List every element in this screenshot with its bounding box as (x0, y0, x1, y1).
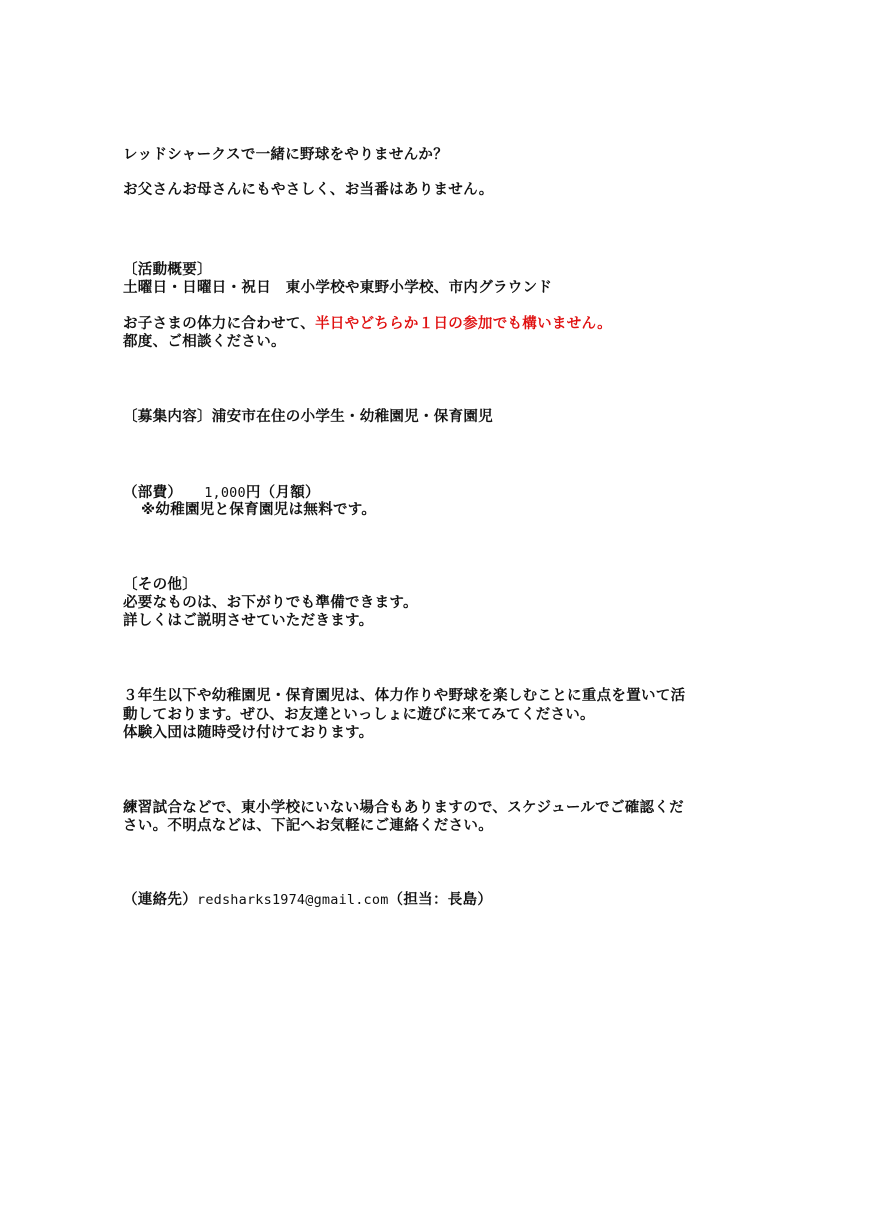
activity-note (123, 314, 612, 334)
contact-email[interactable]: redsharks1974@gmail.com (197, 892, 389, 908)
other-heading: 〔その他〕 (123, 577, 197, 593)
intro-line-2: お父さんお母さんにもやさしく、お当番はありません。 (123, 182, 494, 198)
fee-unit: 円（月額） (245, 485, 320, 501)
contact-person: （担当：長島） (388, 892, 493, 908)
practice-line-2: さい。不明点などは、下記へお気軽にご連絡ください。 (123, 818, 493, 834)
activity-schedule: 土曜日・日曜日・祝日 東小学校や東野小学校、市内グラウンド (123, 280, 553, 296)
younger-line-2: 動しております。ぜひ、お友達といっしょに遊びに来てみてください。 (123, 707, 595, 723)
fee-label: （部費） (123, 485, 183, 501)
fee-note: ※幼稚園児と保育園児は無料です。 (141, 502, 377, 518)
recruit-text: 〔募集内容〕浦安市在住の小学生・幼稚園児・保育園児 (123, 409, 493, 425)
fee-amount: 1,000 (204, 485, 246, 501)
other-line-1: 必要なものは、お下がりでも準備できます。 (123, 595, 418, 611)
activity-note-highlight: 半日やどちらか１日の参加でも構いません。 (315, 316, 612, 332)
activity-note-start: お子さまの体力に合わせて、 (123, 316, 316, 332)
contact-label: （連絡先） (123, 892, 197, 908)
younger-line-1: ３年生以下や幼稚園児・保育園児は、体力作りや野球を楽しむことに重点を置いて活 (123, 688, 686, 704)
younger-line-3: 体験入団は随時受け付けております。 (123, 725, 374, 741)
contact-line (123, 890, 492, 910)
practice-line-1: 練習試合などで、東小学校にいない場合もありますので、スケジュールでご確認くだ (123, 800, 684, 816)
activity-note-end: 都度、ご相談ください。 (123, 334, 286, 350)
activity-heading: 〔活動概要〕 (123, 262, 212, 278)
intro-line-1: レッドシャークスで一緒に野球をやりませんか？ (123, 147, 449, 163)
other-line-2: 詳しくはご説明させていただきます。 (123, 613, 374, 629)
